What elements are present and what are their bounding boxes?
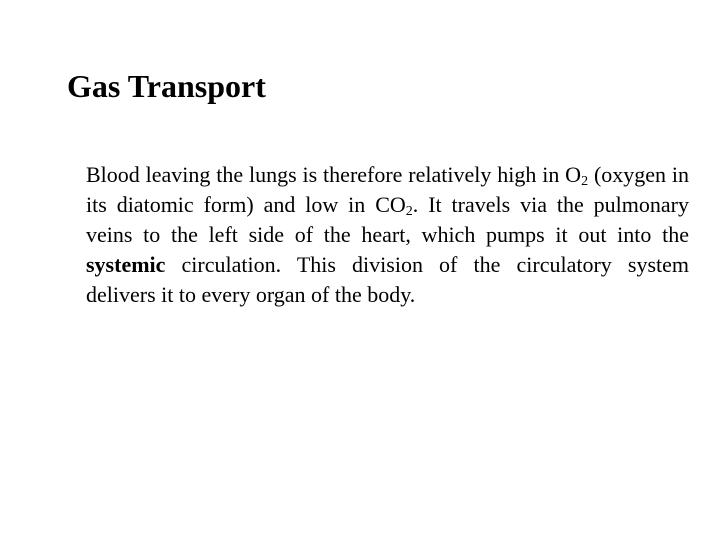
body-text-3: . It travels via the pulmonary veins to the left side of the heart, which pumps it out into the [86,192,689,247]
slide-title: Gas Transport [67,68,266,104]
emphasis-systemic: systemic [86,252,166,277]
subscript-2-oxygen: 2 [581,174,589,189]
body-paragraph [86,160,689,310]
body-text-2: (oxygen in its diatomic form) and low in CO [86,162,689,217]
subscript-2-carbon-dioxide: 2 [405,204,413,219]
body-text-1: Blood leaving the lungs is therefore relatively high in O [86,162,582,187]
body-text-4: circulation. This division of the circulatory system delivers it to every organ of the body. [86,252,689,307]
